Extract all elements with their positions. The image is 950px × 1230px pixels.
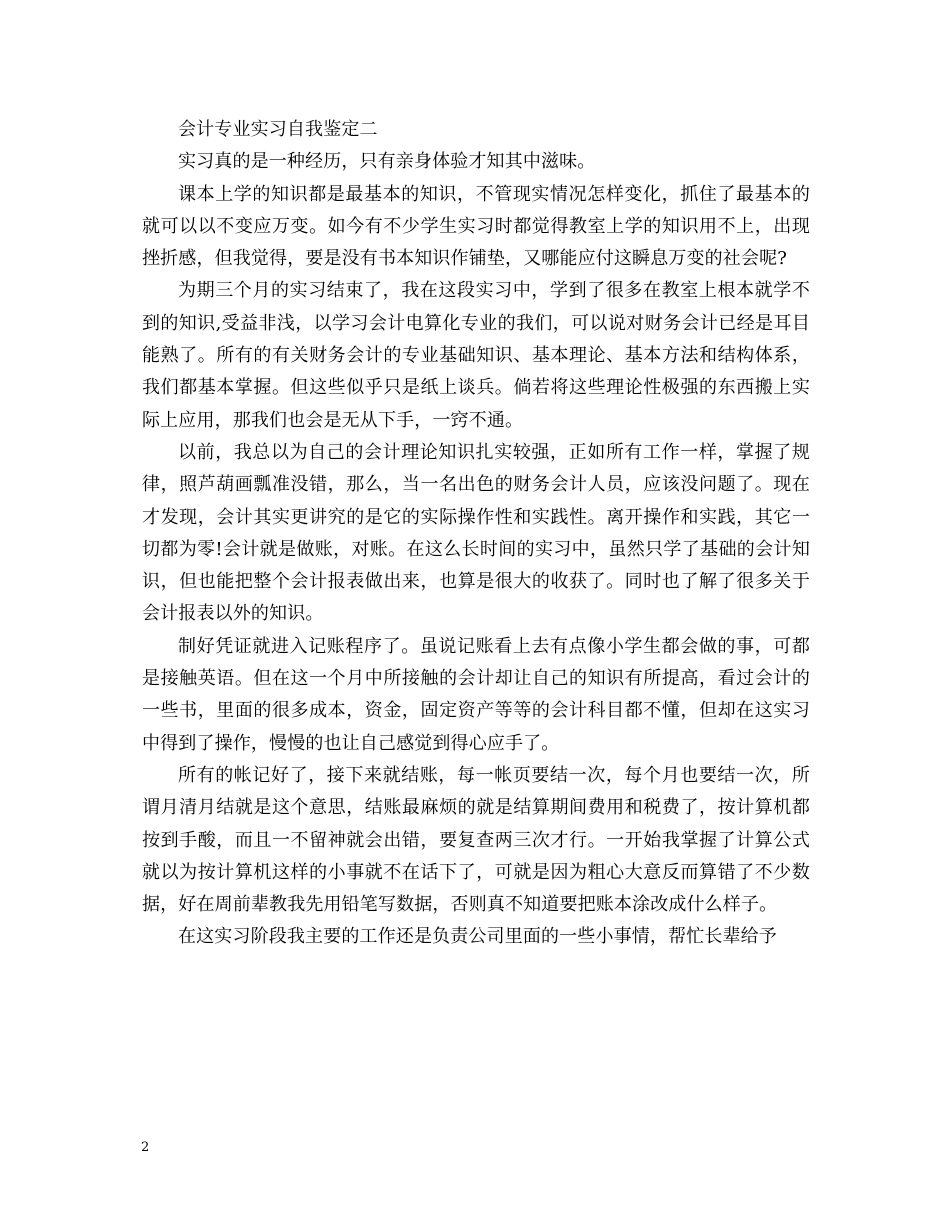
- document-body: [142, 114, 810, 954]
- paragraph: 在这实习阶段我主要的工作还是负责公司里面的一些小事情，帮忙长辈给予: [178, 926, 777, 948]
- paragraph: 为期三个月的实习结束了，我在这段实习中，学到了很多在教室上根本就学不到的知识,受益非浅，以学习会计电算化专业的我们，可以说对财务会计已经是耳目能熟了。所有的有关财务会计的专业基础知识、基本理论、基本方法和结构体系，我们都基本掌握。但这些似乎只是纸上谈兵。倘若将这些理论性极强的东西搬上实际上应用，那我们也会是无从下手，一窍不通。: [142, 280, 810, 431]
- paragraph: 课本上学的知识都是最基本的知识，不管现实情况怎样变化，抓住了最基本的就可以以不变应万变。如今有不少学生实习时都觉得教室上学的知识用不上，出现挫折感，但我觉得，要是没有书本知识作铺垫，又哪能应付这瞬息万变的社会呢?: [142, 183, 810, 270]
- page-number: 2: [141, 1140, 150, 1155]
- paragraph: 制好凭证就进入记账程序了。虽说记账看上去有点像小学生都会做的事，可都是接触英语。但在这一个月中所接触的会计却让自己的知识有所提高，看过会计的一些书，里面的很多成本，资金，固定资产等等的会计科目都不懂，但却在这实习中得到了操作，慢慢的也让自己感觉到得心应手了。: [142, 635, 810, 754]
- document-heading: 会计专业实习自我鉴定二: [178, 119, 378, 140]
- paragraph: 以前，我总以为自己的会计理论知识扎实较强，正如所有工作一样，掌握了规律，照芦葫画瓢准没错，那么，当一名出色的财务会计人员，应该没问题了。现在才发现，会计其实更讲究的是它的实际操作性和实践性。离开操作和实践，其它一切都为零!会计就是做账，对账。在这么长时间的实习中，虽然只学了基础的会计知识，但也能把整个会计报表做出来，也算是很大的收获了。同时也了解了很多关于会计报表以外的知识。: [142, 441, 810, 625]
- paragraph-intro: 实习真的是一种经历，只有亲身体验才知其中滋味。: [178, 151, 596, 173]
- paragraph: 所有的帐记好了，接下来就结账，每一帐页要结一次，每个月也要结一次，所谓月清月结就是这个意思，结账最麻烦的就是结算期间费用和税费了，按计算机都按到手酸，而且一不留神就会出错，要复查两三次才行。一开始我掌握了计算公式就以为按计算机这样的小事就不在话下了，可就是因为粗心大意反而算错了不少数据，好在周前辈教我先用铅笔写数据，否则真不知道要把账本涂改成什么样子。: [142, 764, 810, 916]
